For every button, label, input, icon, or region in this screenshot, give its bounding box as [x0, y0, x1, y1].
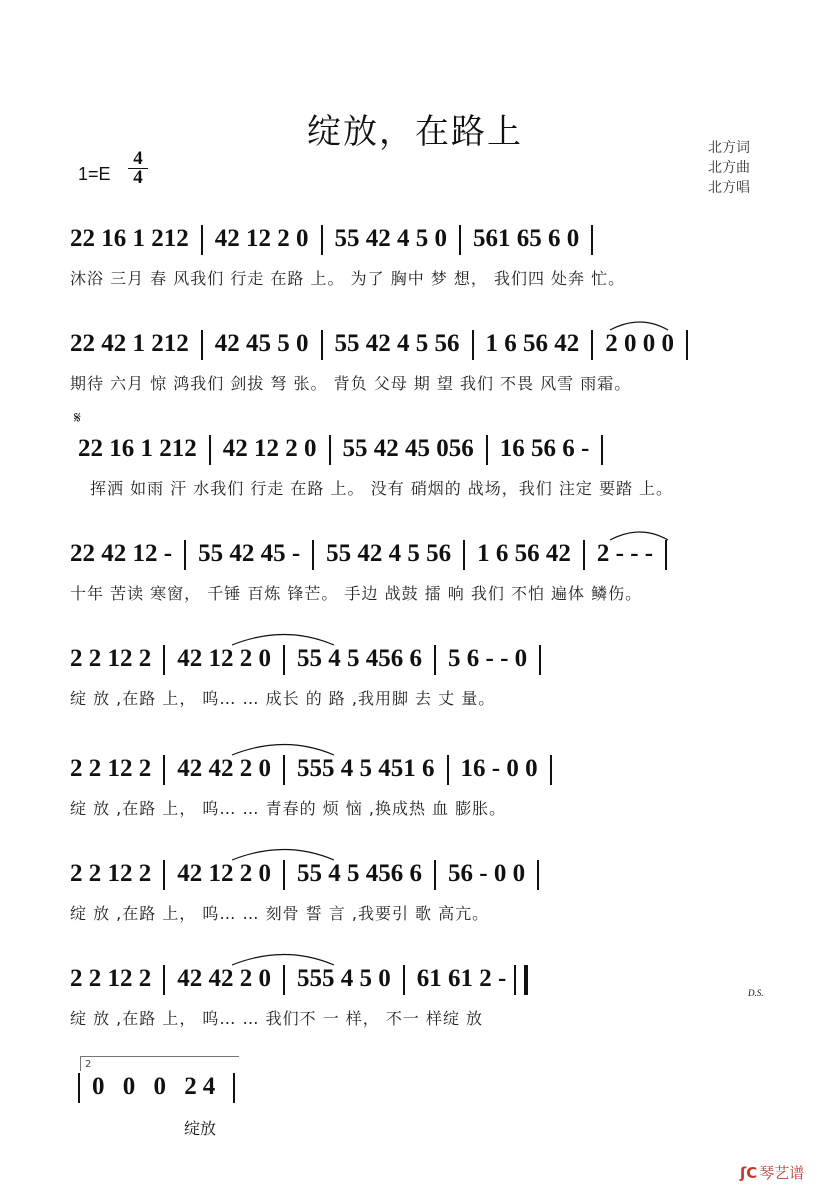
lyrics-line: 绽 放 ,在路 上， 呜… … 成长 的 路 ,我用脚 去 丈 量。: [70, 689, 496, 708]
lyrics-line: 绽 放 ,在路 上， 呜… … 青春的 烦 恼 ,换成热 血 膨胀。: [70, 799, 507, 818]
measure-notes: 16 - 0 0: [460, 755, 538, 782]
barline: [283, 965, 285, 995]
lyricist: 北方词: [708, 140, 750, 156]
barline: [163, 645, 165, 675]
credits: [708, 138, 750, 198]
measure-notes: 2 2 12 2: [70, 965, 152, 992]
barline: [283, 860, 285, 890]
lyrics-line: 十年 苦读 寒窗， 千锤 百炼 锋芒。 手边 战鼓 擂 响 我们 不怕 遍体 鳞伤。: [70, 584, 643, 603]
barline: [312, 540, 314, 570]
barline: [459, 225, 461, 255]
measure-notes: 55 42 4 5 56: [334, 330, 460, 357]
notation-line: [70, 962, 528, 996]
measure-notes: 2 2 12 2: [70, 860, 152, 887]
measure-notes: 42 12 2 0: [222, 435, 317, 462]
barline: [583, 540, 585, 570]
barline: [283, 645, 285, 675]
barline: [463, 540, 465, 570]
singer: 北方唱: [708, 180, 750, 196]
barline: [321, 225, 323, 255]
time-signature-top: 4: [128, 150, 148, 169]
volta-bracket: [80, 1056, 239, 1071]
measure-notes: 16 56 6 -: [499, 435, 590, 462]
measure-notes: 55 42 4 5 0: [334, 225, 447, 252]
barline: [434, 860, 436, 890]
barline: [78, 1073, 80, 1103]
barline: [233, 1073, 235, 1103]
barline: [486, 435, 488, 465]
measure-notes: 42 42 2 0: [177, 755, 271, 782]
measure-notes: 2 2 12 2: [70, 755, 152, 782]
page-title: 绽放，在路上: [307, 112, 523, 152]
measure-notes: 22 42 12 -: [70, 540, 173, 567]
barline: [686, 330, 688, 360]
barline: [601, 435, 603, 465]
barline: [434, 645, 436, 675]
measure-notes: 22 16 1 212: [78, 435, 197, 462]
measure-notes: 42 42 2 0: [177, 965, 271, 992]
measure-notes: 42 12 2 0: [177, 860, 271, 887]
lyrics-line: 期待 六月 惊 鸿我们 剑拔 弩 张。 背负 父母 期 望 我们 不畏 风雪 雨霜。: [70, 374, 632, 393]
measure-notes: 5 6 - - 0: [448, 645, 528, 672]
measure-notes: 42 12 2 0: [214, 225, 309, 252]
barline: [403, 965, 405, 995]
notation-line: [70, 642, 553, 676]
measure-notes: 0 0 0 24: [92, 1073, 222, 1100]
measure-notes: 1 6 56 42: [477, 540, 571, 567]
barline: [163, 860, 165, 890]
lyrics-line: 绽 放 ,在路 上， 呜… … 刻骨 誓 言 ,我要引 歌 高亢。: [70, 904, 490, 923]
measure-notes: 555 4 5 0: [297, 965, 391, 992]
barline: [447, 755, 449, 785]
measure-notes: 56 - 0 0: [448, 860, 526, 887]
measure-notes: 1 6 56 42: [485, 330, 580, 357]
measure-notes: 2 2 12 2: [70, 645, 152, 672]
time-signature-bottom: 4: [133, 167, 143, 188]
ending-measure: [78, 1070, 247, 1104]
ds-marking: D.S.: [748, 988, 764, 998]
notation-line: [70, 222, 605, 256]
measure-notes: 22 16 1 212: [70, 225, 189, 252]
logo-text: 琴艺谱: [759, 1164, 805, 1182]
notation-line: [78, 432, 615, 466]
barline: [537, 860, 539, 890]
measure-notes: 55 42 4 5 56: [326, 540, 452, 567]
notation-line: [70, 857, 551, 891]
barline: [665, 540, 667, 570]
barline: [163, 755, 165, 785]
barline: [591, 330, 593, 360]
lyrics-line: 挥洒 如雨 汗 水我们 行走 在路 上。 没有 硝烟的 战场，我们 注定 要踏 上。: [90, 479, 674, 498]
notation-line: [70, 752, 564, 786]
barline: [209, 435, 211, 465]
measure-notes: 2 - - -: [596, 540, 654, 567]
key-signature: 1=E: [78, 164, 111, 184]
measure-notes: 555 4 5 451 6: [297, 755, 435, 782]
barline: [283, 755, 285, 785]
barline: [539, 645, 541, 675]
composer: 北方曲: [708, 160, 750, 176]
barline: [472, 330, 474, 360]
notation-line: [70, 537, 679, 571]
measure-notes: 61 61 2 -: [416, 965, 507, 992]
lyrics-line: 沐浴 三月 春 风我们 行走 在路 上。 为了 胸中 梦 想， 我们四 处奔 忙。: [70, 269, 626, 288]
barline: [201, 225, 203, 255]
measure-notes: 55 42 45 056: [342, 435, 474, 462]
measure-notes: 55 4 5 456 6: [297, 645, 422, 672]
ending-lyric: 绽放: [184, 1119, 217, 1138]
measure-notes: 2 0 0 0: [605, 330, 674, 357]
segno-icon: 𝄋: [74, 408, 81, 427]
barline: [163, 965, 165, 995]
barline: [184, 540, 186, 570]
measure-notes: 22 42 1 212: [70, 330, 189, 357]
lyrics-line: 绽 放 ,在路 上， 呜… … 我们不 一 样， 不一 样绽 放: [70, 1009, 484, 1028]
barline: [201, 330, 203, 360]
barline: [321, 330, 323, 360]
notation-line: [70, 327, 700, 361]
barline: [550, 755, 552, 785]
measure-notes: 55 42 45 -: [198, 540, 301, 567]
final-barline: [514, 965, 528, 995]
logo-icon: ʃC: [740, 1164, 758, 1182]
time-signature: [128, 150, 148, 187]
measure-notes: 42 45 5 0: [214, 330, 309, 357]
barline: [591, 225, 593, 255]
measure-notes: 55 4 5 456 6: [297, 860, 422, 887]
measure-notes: 42 12 2 0: [177, 645, 271, 672]
measure-notes: 561 65 6 0: [473, 225, 580, 252]
site-logo: [740, 1162, 804, 1183]
barline: [329, 435, 331, 465]
volta-label: 2: [85, 1059, 92, 1070]
